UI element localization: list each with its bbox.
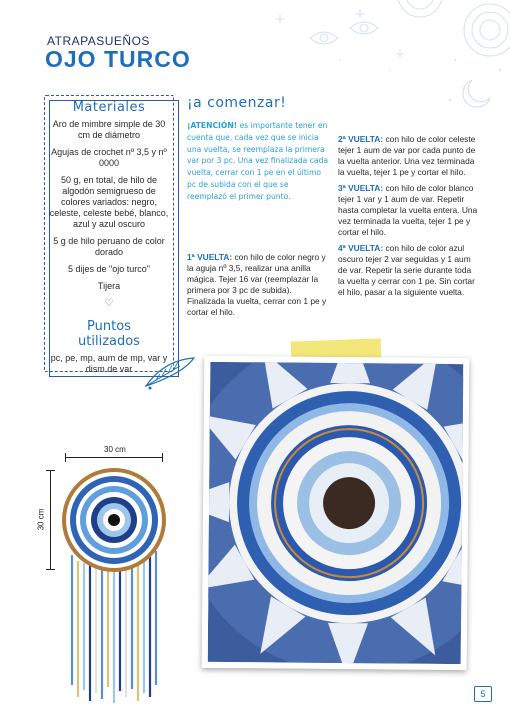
dreamcatcher-diagram — [58, 465, 170, 705]
material-item: 5 dijes de "ojo turco" — [68, 264, 150, 274]
step-3 — [338, 183, 478, 238]
dimension-tick — [46, 470, 55, 471]
dimension-tick — [46, 569, 55, 570]
step-3-label: 3ª VUELTA: — [338, 183, 384, 193]
puntos-heading — [49, 319, 169, 349]
feather-icon — [140, 352, 200, 392]
attention-label: ¡ATENCIÓN! — [187, 121, 238, 130]
section-heading: ¡a comenzar! — [187, 95, 287, 111]
page-kicker: ATRAPASUEÑOS — [47, 34, 150, 48]
step-2-text: con hilo de color celeste tejer 1 aum de var por cada punto de la vuelta anterior. Una vez terminada la vuelta, tejer 1 pe y cortar el hilo. — [338, 134, 476, 177]
attention-text: es importante tener en cuenta que, cada vez que se inicia una vuelta, se reemplaza la primera var por 3 pc. Una vez finalizada cada vuelta, cerrar con 1 pe en el último pc de subida con el que se reemplazó el primer punto. — [187, 121, 329, 201]
crochet-photo — [202, 356, 470, 670]
step-1-text: con hilo de color negro y la aguja nº 3,5, realizar una anilla mágica. Tejer 16 var (reemplazar la primera por 3 pc de subida). Finalizada la vuelta, cerrar con 1 pe y cortar el hilo. — [187, 252, 327, 317]
material-item: 5 g de hilo peruano de color dorado — [53, 236, 165, 257]
crochet-image — [208, 362, 464, 664]
materials-box — [44, 95, 174, 372]
step-3-text: con hilo de color blanco tejer 1 var y 1 aum de var. Repetir hasta completar la vuelta entera. Una vez terminada la vuelta, tejer 1 pe y cortar el hilo. — [338, 183, 478, 237]
dimension-tick — [162, 453, 163, 462]
height-dimension-line — [50, 470, 51, 570]
material-item: Tijera — [97, 281, 121, 291]
puntos-heading-line1: Puntos — [87, 319, 131, 334]
step-4 — [338, 243, 478, 298]
page-title: OJO TURCO — [45, 46, 191, 72]
decorative-pattern — [250, 0, 510, 120]
step-1-label: 1ª VUELTA: — [187, 252, 233, 262]
step-4-text: con hilo de color azul oscuro tejer 2 var seguidas y 1 aum de var. Repetir la serie durante toda la vuelta y cerrar con 1 pe. Sin cortar el hilo, pasar a la siguiente vuelta. — [338, 243, 475, 297]
width-label: 30 cm — [104, 445, 126, 454]
heart-icon: ♡ — [104, 298, 114, 309]
step-4-label: 4ª VUELTA: — [338, 243, 384, 253]
material-item: 50 g, en total, de hilo de algodón semigrueso de colores variados: negro, celeste, celeste bebé, blanco, azul y azul oscuro — [49, 175, 169, 229]
steps-column — [338, 134, 478, 303]
width-dimension-line — [65, 457, 163, 458]
materials-heading: Materiales — [72, 100, 146, 115]
material-item: Agujas de crochet nº 3,5 y nº 0000 — [51, 147, 167, 168]
puntos-heading-line2: utilizados — [78, 334, 140, 349]
step-1 — [187, 252, 327, 318]
puntos-text: pc, pe, mp, aum de mp, var y dism de var — [50, 353, 168, 374]
step-2 — [338, 134, 478, 178]
step-2-label: 2ª VUELTA: — [338, 134, 384, 144]
dimension-tick — [65, 453, 66, 462]
material-item: Aro de mimbre simple de 30 cm de diámetro — [52, 119, 166, 140]
height-label: 30 cm — [36, 508, 46, 531]
attention-note — [187, 120, 329, 203]
page-number: 5 — [474, 686, 492, 702]
